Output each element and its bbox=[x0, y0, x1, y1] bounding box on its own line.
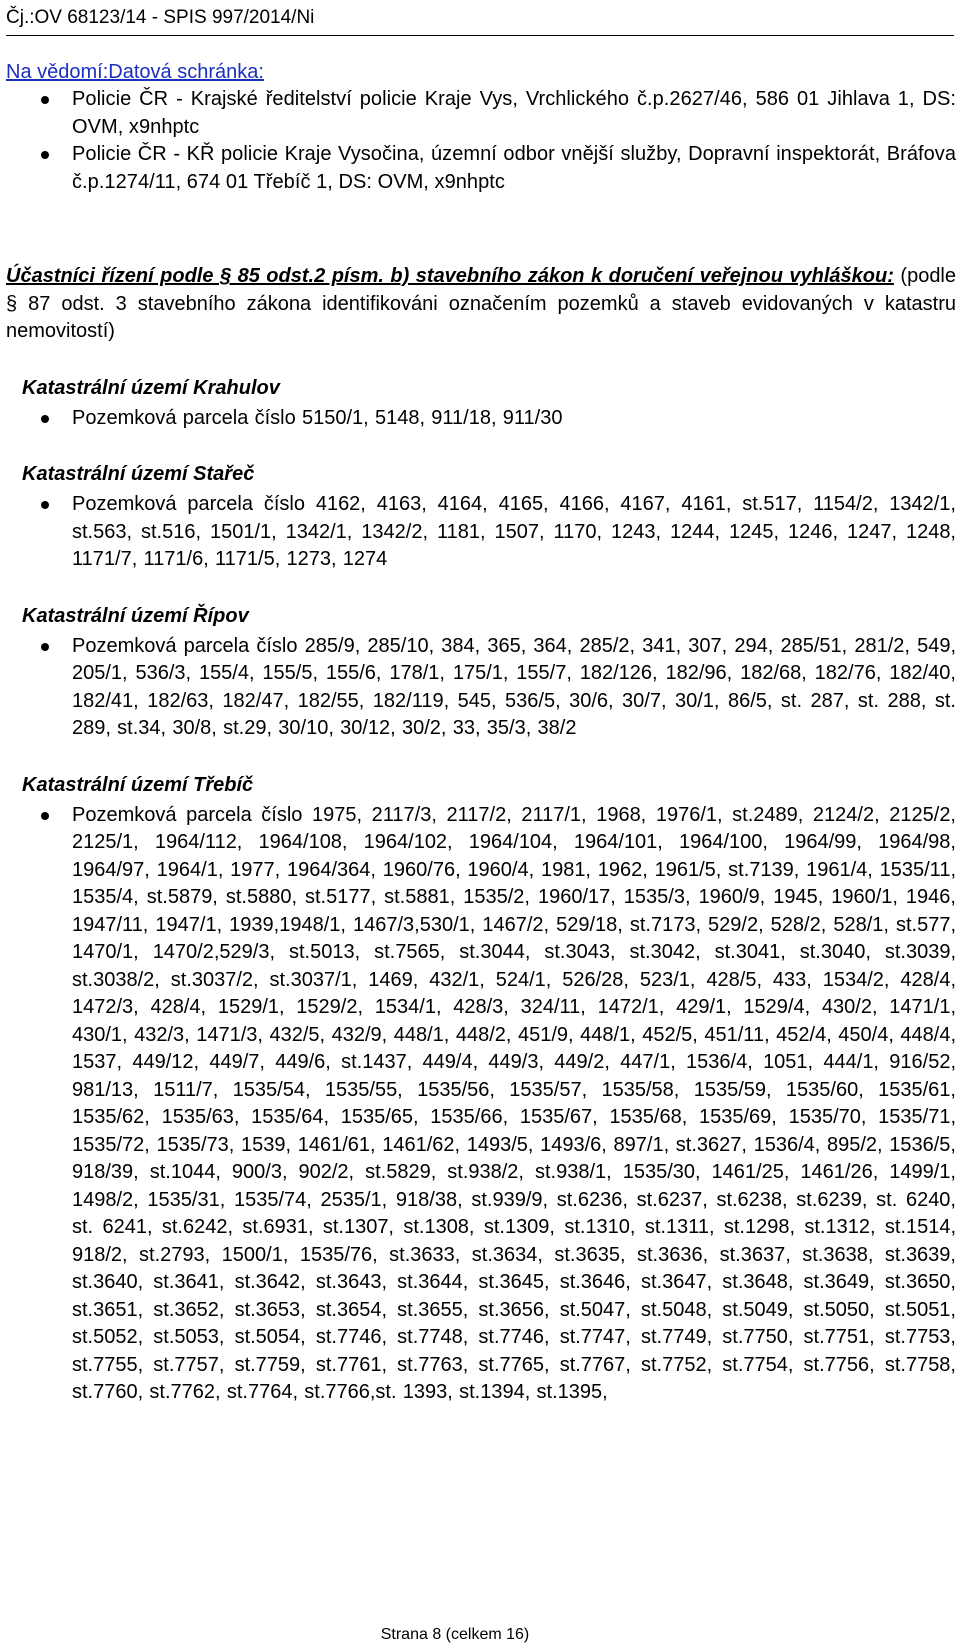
parcel-list bbox=[6, 491, 956, 574]
recipient-item bbox=[6, 141, 956, 196]
bullet-icon bbox=[41, 812, 49, 820]
parcel-list-item bbox=[6, 491, 956, 574]
header-divider bbox=[6, 35, 954, 36]
parcel-list bbox=[6, 405, 956, 433]
bullet-icon bbox=[41, 501, 49, 509]
page-number: Strana 8 (celkem 16) bbox=[380, 1626, 530, 1643]
cadastral-area-title: Katastrální území Třebíč bbox=[22, 773, 254, 796]
participants-title: Účastníci řízení podle § 85 odst.2 písm. b) stavebního zákon k doručení veřejnou vyhláškou: bbox=[6, 265, 894, 287]
parcel-list bbox=[6, 633, 956, 743]
document-content bbox=[6, 58, 956, 1407]
recipient-item bbox=[6, 86, 956, 141]
notice-heading: Na vědomí:Datová schránka: bbox=[6, 61, 264, 83]
recipient-text: Policie ČR - Krajské ředitelství policie Kraje Vys, Vrchlického č.p.2627/46, 586 01 Jihlava 1, DS: OVM, x9nhptc bbox=[72, 88, 956, 138]
recipient-text: Policie ČR - KŘ policie Kraje Vysočina, územní odbor vnější služby, Dopravní inspektorát, Bráfova č.p.1274/11, 674 01 Třebíč 1, DS: OVM, x9nhptc bbox=[72, 143, 956, 193]
cadastral-area-ripov bbox=[6, 603, 956, 743]
document-reference: Čj.:OV 68123/14 - SPIS 997/2014/Ni bbox=[6, 7, 315, 28]
recipient-list bbox=[6, 86, 956, 196]
parcel-numbers: Pozemková parcela číslo 285/9, 285/10, 384, 365, 364, 285/2, 341, 307, 294, 285/51, 281/2, 549, 205/1, 536/3, 155/4, 155/5, 155/6, 178/1, 175/1, 155/7, 182/126, 182/96, 182/68, 182/76, 182/40, 182/41, 182/63, 182/47, 182/55, 182/119, 545, 536/5, 30/6, 30/7, 30/1, 86/5, st. 287, st. 288, st. 289, st.34, 30/8, st.29, 30/10, 30/12, 30/2, 33, 35/3, 38/2 bbox=[72, 634, 956, 739]
cadastral-area-title: Katastrální území Stařeč bbox=[22, 463, 255, 485]
bullet-icon bbox=[41, 415, 49, 423]
cadastral-area-title: Katastrální území Krahulov bbox=[22, 376, 280, 399]
participants-note: (podle § 87 odst. 3 stavebního zákona identifikováni označením pozemků a staveb evidovaných v katastru nemovitostí) bbox=[6, 265, 957, 342]
notice-section bbox=[6, 58, 956, 196]
parcel-list bbox=[6, 802, 956, 1407]
cadastral-area-krahulov bbox=[6, 375, 956, 433]
parcel-list-item bbox=[6, 405, 956, 433]
cadastral-area-title: Katastrální území Řípov bbox=[22, 604, 249, 627]
parcel-numbers: Pozemková parcela číslo 5150/1, 5148, 911/18, 911/30 bbox=[72, 406, 563, 429]
participants-paragraph bbox=[6, 263, 956, 346]
parcel-numbers: Pozemková parcela číslo 1975, 2117/3, 2117/2, 2117/1, 1968, 1976/1, st.2489, 2124/2, 2125/2, 2125/1, 1964/112, 1964/108, 1964/102, 1964/104, 1964/101, 1964/100, 1964/99, 1964/98, 1964/97, 1964/1, 1977, 1964/364, 1960/76, 1960/4, 1981, 1962, 1961/5, st.7139, 1961/4, 1535/11, 1535/4, st.5879, st.5880, st.5177, st.5881, 1535/2, 1960/17, 1535/3, 1960/9, 1945, 1960/1, 1946, 1947/11, 1947/1, 1939,1948/1, 1467/3,530/1, 1467/2, 529/18, st.7173, 529/2, 528/2, 528/1, st.577, 1470/1, 1470/2,529/3, st.5013, st.7565, st.3044, st.3043, st.3042, st.3041, st.3040, st.3039, st.3038/2, st.3037/2, st.3037/1, 1469, 432/1, 524/1, 526/28, 523/1, 428/5, 433, 1534/2, 428/4, 1472/3, 428/4, 1529/1, 1529/2, 1534/1, 428/3, 324/11, 1472/1, 429/1, 1529/4, 430/2, 1471/1, 430/1, 432/3, 1471/3, 432/5, 432/9, 448/1, 448/2, 451/9, 448/1, 452/5, 451/11, 452/4, 450/4, 448/4, 1537, 449/12, 449/7, 449/6, st.1437, 449/4, 449/3, 449/2, 447/1, 1536/4, 1051, 444/1, 916/52, 981/13, 1511/7, 1535/54, 1535/55, 1535/56, 1535/57, 1535/58, 1535/59, 1535/60, 1535/61, 1535/62, 1535/63, 1535/64, 1535/65, 1535/66, 1535/67, 1535/68, 1535/69, 1535/70, 1535/71, 1535/72, 1535/73, 1539, 1461/61, 1461/62, 1493/5, 1493/6, 897/1, st.3627, 1536/4, 895/2, 1536/5, 918/39, st.1044, 900/3, 902/2, st.5829, st.938/2, st.938/1, 1535/30, 1461/25, 1461/26, 1499/1, 1498/2, 1535/31, 1535/74, 2535/1, 918/38, st.939/9, st.6236, st.6237, st.6238, st.6239, st. 6240, st. 6241, st.6242, st.6931, st.1307, st.1308, st.1309, st.1310, st.1311, st.1298, st.1312, st.1514, 918/2, st.2793, 1500/1, 1535/76, st.3633, st.3634, st.3635, st.3636, st.3637, st.3638, st.3639, st.3640, st.3641, st.3642, st.3643, st.3644, st.3645, st.3646, st.3647, st.3648, st.3649, st.3650, st.3651, st.3652, st.3653, st.3654, st.3655, st.3656, st.5047, st.5048, st.5049, st.5050, st.5051, st.5052, st.5053, st.5054, st.7746, st.7748, st.7746, st.7747, st.7749, st.7750, st.7751, st.7753, st.7755, st.7757, st.7759, st.7761, st.7763, st.7765, st.7767, st.7752, st.7754, st.7756, st.7758, st.7760, st.7762, st.7764, st.7766,st. 1393, st.1394, st.1395, bbox=[72, 803, 956, 1403]
bullet-icon bbox=[41, 96, 49, 104]
bullet-icon bbox=[41, 151, 49, 159]
bullet-icon bbox=[41, 643, 49, 651]
parcel-list-item bbox=[6, 633, 956, 743]
cadastral-area-starec bbox=[6, 461, 956, 574]
parcel-list-item bbox=[6, 802, 956, 1407]
cadastral-area-trebic bbox=[6, 772, 956, 1407]
parcel-numbers: Pozemková parcela číslo 4162, 4163, 4164, 4165, 4166, 4167, 4161, st.517, 1154/2, 1342/1, st.563, st.516, 1501/1, 1342/1, 1342/2, 1181, 1507, 1170, 1243, 1244, 1245, 1246, 1247, 1248, 1171/7, 1171/6, 1171/5, 1273, 1274 bbox=[72, 493, 956, 570]
